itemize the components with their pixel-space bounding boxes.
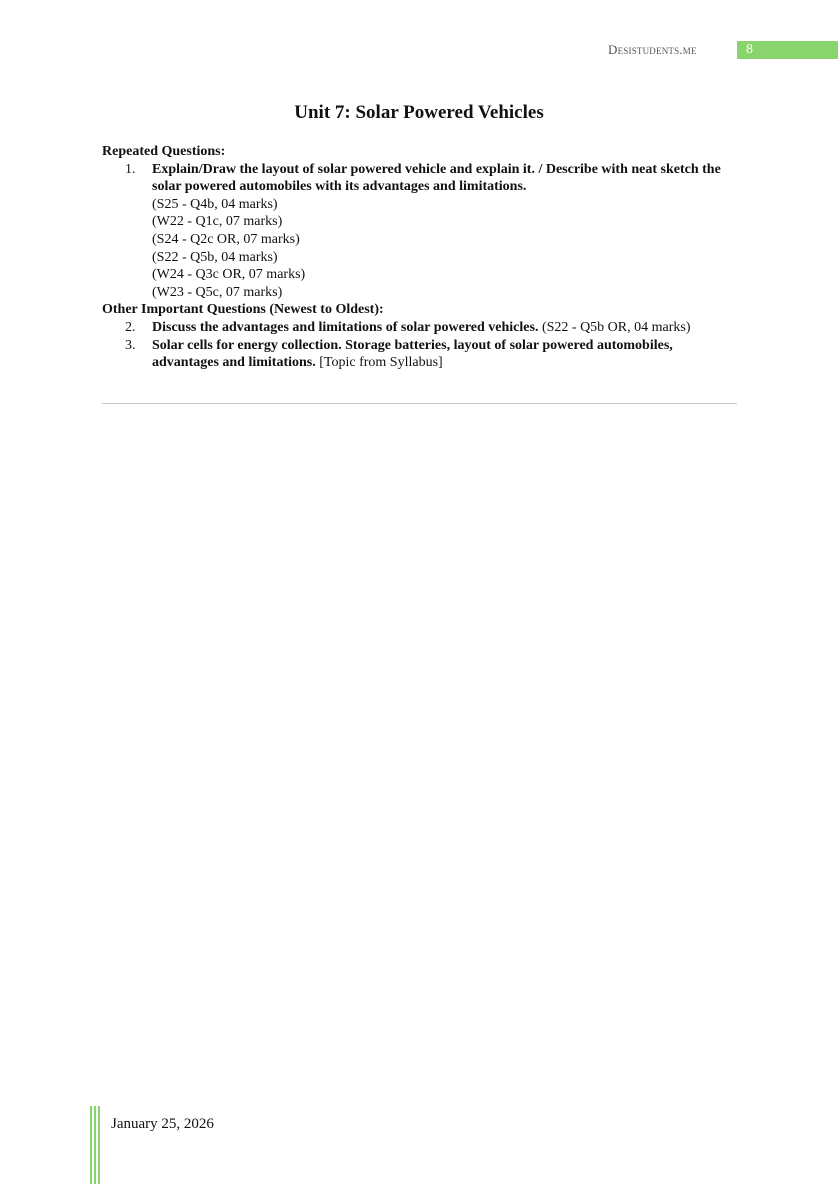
question-ref: (S24 - Q2c OR, 07 marks) [152,231,300,247]
question-number: 2. [125,319,136,335]
question-item [102,161,742,302]
question-text: Solar cells for energy collection. Storage batteries, layout of solar powered automobiles, advantages and limitations. [152,337,673,371]
question-text: Explain/Draw the layout of solar powered vehicle and explain it. / Describe with neat sketch the solar powered automobiles with its advantages and limitations. [152,161,721,195]
divider [102,403,737,404]
question-ref: (W22 - Q1c, 07 marks) [152,214,283,230]
question-content [102,143,742,372]
page-title: Unit 7: Solar Powered Vehicles [294,102,544,123]
question-text: Discuss the advantages and limitations of solar powered vehicles. [152,319,539,335]
question-ref: (S22 - Q5b, 04 marks) [152,249,278,265]
question-ref: [Topic from Syllabus] [315,355,443,371]
repeated-heading: Repeated Questions: [102,144,226,159]
page-number: 8 [737,41,838,59]
question-number: 1. [125,161,136,177]
other-heading: Other Important Questions (Newest to Oldest): [102,302,384,318]
question-item [102,319,742,337]
question-item [102,337,742,372]
question-ref: (S25 - Q4b, 04 marks) [152,196,278,212]
footer-accent-bars [90,1106,102,1184]
question-ref: (S22 - Q5b OR, 04 marks) [538,319,691,335]
footer-date: January 25, 2026 [111,1116,214,1132]
question-number: 3. [125,337,136,353]
question-ref: (W23 - Q5c, 07 marks) [152,284,283,300]
question-ref: (W24 - Q3c OR, 07 marks) [152,267,306,283]
site-name: Desistudents.me [608,42,697,57]
